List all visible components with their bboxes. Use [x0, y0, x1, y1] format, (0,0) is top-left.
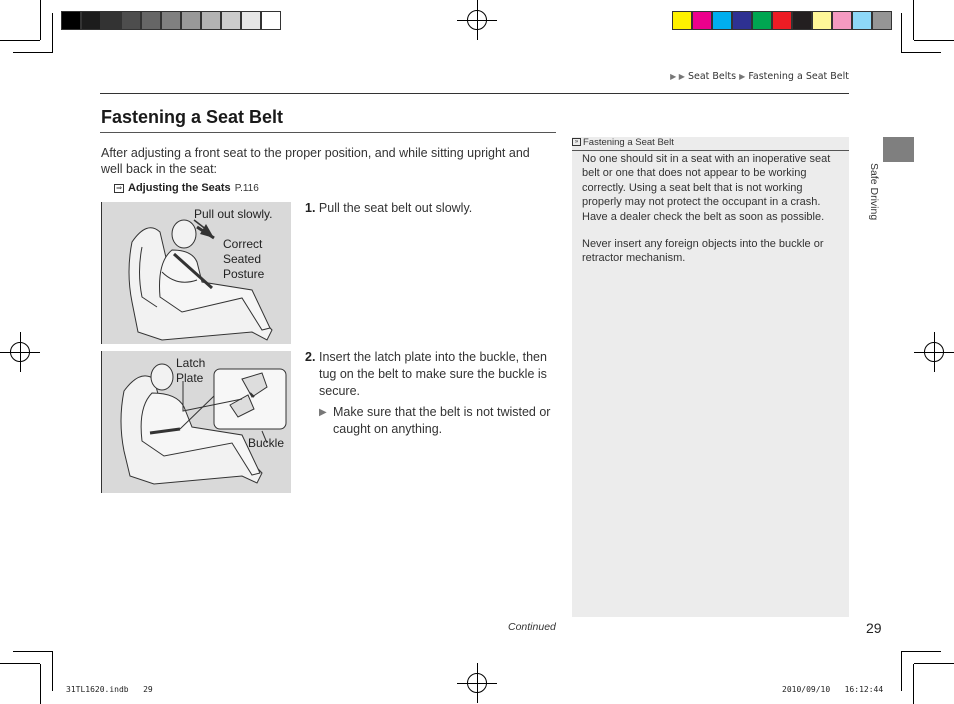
color-swatch [852, 11, 872, 30]
color-swatch [732, 11, 752, 30]
label-latch-plate: Latch Plate [176, 356, 206, 385]
section-tab-label: Safe Driving [868, 163, 880, 221]
cross-reference-link[interactable] [114, 182, 259, 194]
color-swatch [672, 11, 692, 30]
header-divider [100, 93, 849, 94]
label-buckle: Buckle [248, 436, 285, 450]
registration-mark-top [457, 0, 497, 40]
step-2-note [319, 404, 557, 438]
xref-label: Adjusting the Seats [128, 182, 231, 194]
color-swatch [161, 11, 181, 30]
sidebar-divider [572, 150, 849, 151]
page-title: Fastening a Seat Belt [101, 107, 284, 127]
step-2 [305, 349, 555, 400]
step-2-note-text: Make sure that the belt is not twisted or caught on anything. [333, 405, 551, 436]
label-pull-out-slowly: Pull out slowly. [194, 207, 273, 221]
registration-mark-right [914, 332, 954, 372]
label-correct-posture: Correct Seated Posture [223, 237, 265, 281]
color-swatch [241, 11, 261, 30]
color-swatch [812, 11, 832, 30]
registration-mark-left [0, 332, 40, 372]
sidebar-paragraph-2: Never insert any foreign objects into the buckle or retractor mechanism. [582, 238, 824, 265]
sidebar-heading [572, 137, 849, 148]
continued-label: Continued [508, 621, 556, 633]
color-swatch [772, 11, 792, 30]
sidebar-heading-text: Fastening a Seat Belt [583, 137, 674, 148]
color-swatch [101, 11, 121, 30]
section-tab [866, 163, 886, 243]
section-tab-marker [883, 137, 914, 162]
color-swatch [121, 11, 141, 30]
color-swatch [752, 11, 772, 30]
color-swatch [692, 11, 712, 30]
step-1-text: Pull the seat belt out slowly. [318, 201, 473, 215]
step-1-number: 1. [305, 201, 316, 215]
breadcrumb-arrow-icon: ▶ ▶ [670, 72, 685, 81]
breadcrumb-fastening: Fastening a Seat Belt [748, 71, 849, 82]
print-date-info: 2010/09/10 16:12:44 [782, 685, 884, 694]
reference-icon: ⇒ [114, 184, 124, 193]
color-swatch [261, 11, 281, 30]
step-2-number: 2. [305, 350, 316, 364]
breadcrumb-arrow-icon: ▶ [739, 72, 746, 81]
sidebar-paragraph-1: No one should sit in a seat with an inoperative seat belt or one that does not appear to be working correctly. Using a seat belt that is not working properly may not protect the occupant in a crash. Have a dealer check the belt as soon as possible. [582, 153, 831, 223]
figure-insert-latch [101, 351, 291, 493]
xref-page: P.116 [234, 183, 259, 194]
step-2-text: Insert the latch plate into the buckle, then tug on the belt to make sure the buckle is secure. [319, 350, 547, 398]
print-file-info: 31TL1620.indb 29 [66, 685, 153, 694]
color-swatch [792, 11, 812, 30]
color-swatch [61, 11, 81, 30]
breadcrumb [670, 71, 849, 82]
intro-paragraph: After adjusting a front seat to the proper position, and while sitting upright and well back in the seat: [101, 146, 530, 176]
color-swatch [81, 11, 101, 30]
color-swatch [712, 11, 732, 30]
color-swatch [832, 11, 852, 30]
color-swatch [141, 11, 161, 30]
note-icon: » [572, 138, 581, 146]
note-arrow-icon: ▶ [319, 407, 327, 418]
color-swatch [221, 11, 241, 30]
step-1 [305, 200, 555, 217]
title-divider [100, 132, 556, 133]
breadcrumb-seat-belts: Seat Belts [687, 71, 737, 82]
color-swatch [181, 11, 201, 30]
color-swatch [201, 11, 221, 30]
page-number: 29 [866, 620, 882, 636]
registration-mark-bottom [457, 663, 497, 703]
color-swatch [872, 11, 892, 30]
figure-pull-belt [101, 202, 291, 344]
